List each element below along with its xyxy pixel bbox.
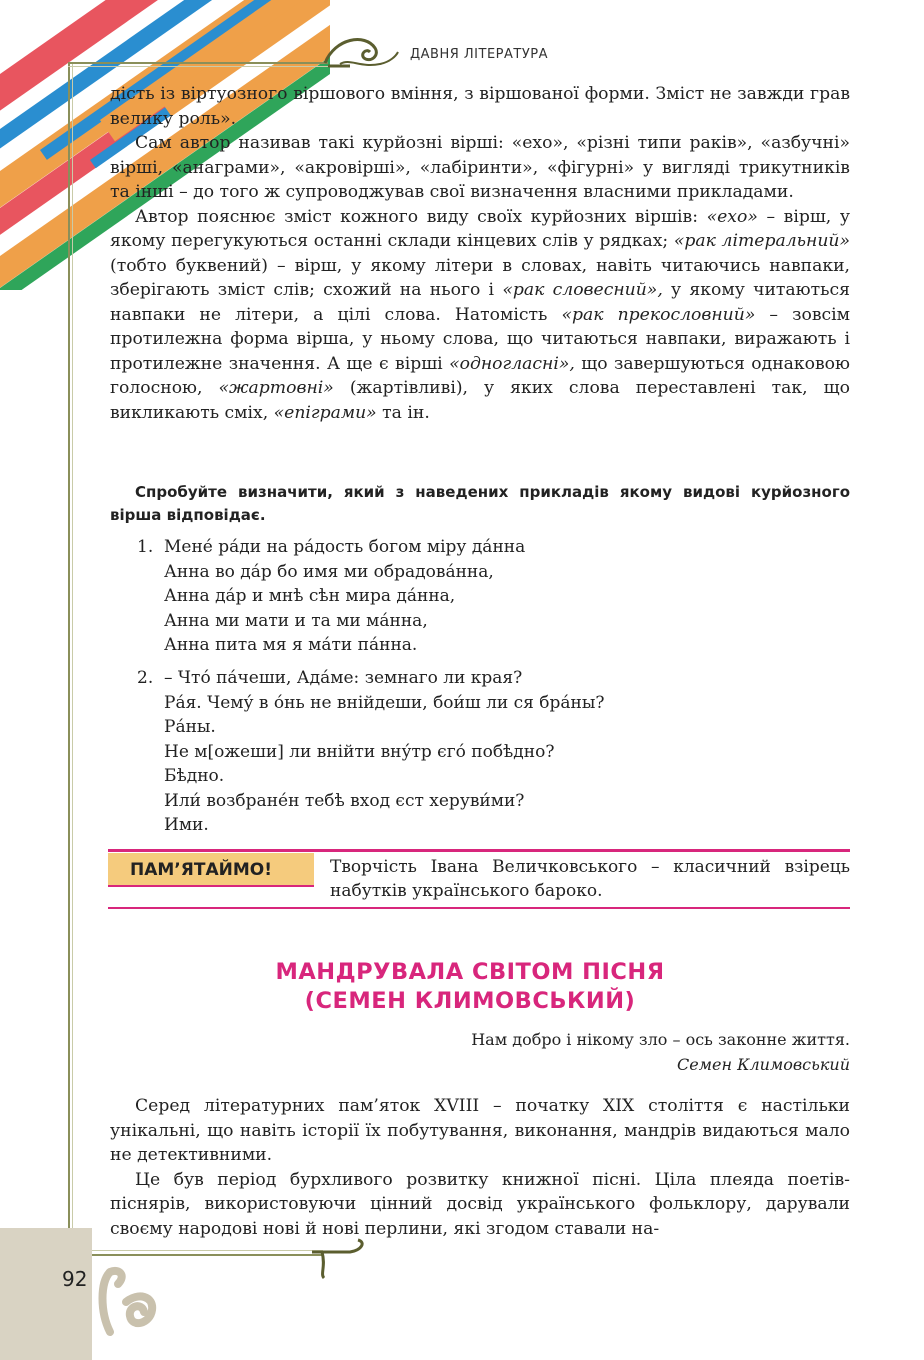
poem-line: Ра́ны. xyxy=(164,717,216,737)
paragraph: Серед літературних пам’яток XVIII – початку XIX століття є настільки унікальні, що навіть історії їх побутування, виконання, мандрів видаються мало не детективними. xyxy=(110,1096,850,1165)
poem-2 xyxy=(137,666,605,838)
poem-number: 1. xyxy=(137,537,154,557)
poem-line: Анна ми мати и та ми ма́нна, xyxy=(164,610,428,631)
running-header: ДАВНЯ ЛІТЕРАТУРА xyxy=(410,47,548,62)
poem-line: Не м[ожеши] ли внійти вну́тр єго́ побѣдно? xyxy=(164,741,555,762)
poem-line: Анна во да́р бо имя ми обрадова́нна, xyxy=(164,561,494,582)
page-frame-top-inner xyxy=(68,66,328,67)
poem-number: 2. xyxy=(137,668,154,688)
decorative-monogram-icon xyxy=(96,1262,166,1342)
poem-line: Анна пита мя я ма́ти па́нна. xyxy=(164,635,418,655)
epigraph-quote: Нам добро і нікому зло – ось законне життя. xyxy=(471,1030,850,1049)
poem-1 xyxy=(137,535,525,658)
flourish-ornament-bottom xyxy=(310,1238,370,1280)
poem-line: Ра́я. Чему́ в о́нь не внійдеши, бои́ш ли ся бра́ны? xyxy=(164,692,605,713)
page-frame-left-inner xyxy=(72,62,73,1257)
poem-line: Ими. xyxy=(164,815,209,835)
poem-line: 2. – Что́ па́чеши, Ада́ме: земнаго ли края? xyxy=(137,666,605,691)
epigraph-author: Семен Климовський xyxy=(677,1055,850,1074)
section-title-line: МАНДРУВАЛА СВІТОМ ПІСНЯ xyxy=(275,959,665,985)
page-frame-bottom xyxy=(68,1254,323,1256)
paragraph: Сам автор називав такі курйозні вірші: «ехо», «різні типи раків», «азбучні» вірші, «анаграми», «акровірші», «лабіринти», «фігурні» у вигляді трикутників та інші – до того ж супроводжував свої визначення власними прикладами. xyxy=(110,133,850,202)
poem-line: Бѣдно. xyxy=(164,766,225,786)
page-frame-left xyxy=(68,62,70,1257)
paragraph: Це був період бурхливого розвитку книжної пісні. Ціла плеяда поетів-піснярів, використовуючи цінний досвід українського фольклору, дарували своєму народові нові й нові перлини, які згодом ставали на- xyxy=(110,1169,850,1239)
page-number: 92 xyxy=(62,1267,88,1291)
remember-label: ПАМ’ЯТАЙМО! xyxy=(108,853,314,887)
poem-line: 1. Мене́ ра́ди на ра́дость богом міру да́нна xyxy=(137,535,525,560)
page-frame-top xyxy=(68,62,328,64)
body-text-top xyxy=(110,82,850,425)
remember-text: Творчість Івана Величковського – класичний взірець набутків українського бароко. xyxy=(330,857,850,901)
section-title xyxy=(240,958,700,1016)
body-text-bottom xyxy=(110,1094,850,1241)
paragraph: дість із віртуозного віршового вміння, з віршованої форми. Зміст не завжди грав велику роль». xyxy=(110,84,850,129)
page-corner-box xyxy=(0,1228,92,1360)
poem-line: Или́ возбране́н тебѣ вход єст херуви́ми? xyxy=(164,790,525,811)
flourish-ornament-top xyxy=(320,28,400,78)
paragraph-kinds: Автор пояснює зміст кожного виду своїх курйозних віршів: «ехо» – вірш, у якому перегукуються останні склади кінцевих слів у рядках; «рак літеральний» (тобто буквений) – вірш, у якому літери в словах, навіть читаючись навпаки, зберігають зміст слів; схожий на нього і «рак словесний», у якому читаються навпаки не літери, а цілі слова. Натомість «рак прекословний» – зовсім протилежна форма вірша, у ньому слова, що читаються навпаки, виражають і протилежне значення. А ще є вірші «одногласні», що завершуються однаковою голосною, «жартовні» (жартівливі), у яких слова переставлені так, що викликають сміх, «епіграми» та ін. xyxy=(110,206,850,423)
poem-line: Анна да́р и мнѣ сѣн мира да́нна, xyxy=(164,586,456,606)
task-question: Спробуйте визначити, який з наведених прикладів якому видові курйозного вірша відповідає. xyxy=(110,483,850,524)
remember-rule-top xyxy=(108,849,850,852)
epigraph xyxy=(471,1027,850,1077)
remember-rule-bottom xyxy=(108,907,850,909)
page-frame-bottom-inner xyxy=(68,1250,323,1251)
section-title-line: (СЕМЕН КЛИМОВСЬКИЙ) xyxy=(304,988,636,1014)
